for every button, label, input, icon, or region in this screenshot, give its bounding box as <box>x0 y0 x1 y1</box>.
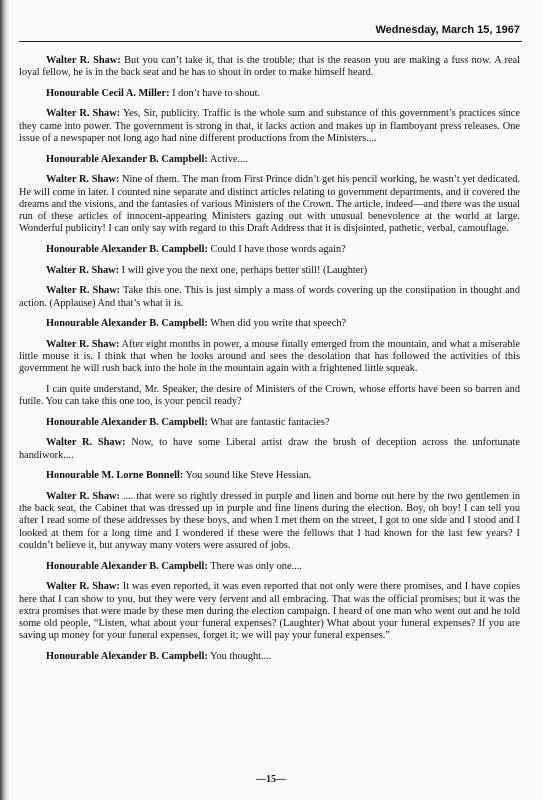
speaker-name: Walter R. Shaw: <box>46 490 120 502</box>
speech-text: Yes, Sir, publicity. Traffic is the whole sum and substance of this government’s practices since they came into power. The government is strong in that, it lacks action and makes up in flamboyant press releases. One issue of a newspaper not long ago had nine different productions from the Ministers.... <box>19 108 520 145</box>
speaker-name: Honourable Alexander B. Campbell: <box>46 651 208 663</box>
speaker-name: Honourable Alexander B. Campbell: <box>46 244 208 256</box>
speech-text: I will give you the next one, perhaps better still! (Laughter) <box>119 264 368 276</box>
speech-text: There was only one.... <box>207 560 302 572</box>
transcript-paragraph <box>19 174 520 235</box>
speech-text: You sound like Steve Hessian. <box>183 470 312 482</box>
transcript-paragraph <box>19 318 520 330</box>
speech-text: .... that were so rightly dressed in purple and linen and borne out here by the two gentlemen in the back seat, the Cabinet that was dressed up in purple and fine linens during the election. Boy, oh boy! I can tell you after I read some of these addresses by these boys, and when I met them on the street, I got to one side and I stood and I looked at them for a long time and I wondered if these were the fellows that I had known for the last few years? I couldn’t believe it, but anyway many voters were assured of jobs. <box>19 490 520 552</box>
transcript-paragraph <box>19 491 520 552</box>
speaker-name: Honourable Alexander B. Campbell: <box>46 560 208 572</box>
transcript-paragraph <box>19 55 520 80</box>
speech-text: Now, to have some Liberal artist draw the brush of deception across the unfortunate handiwork.... <box>19 437 520 461</box>
speech-text: It was even reported, it was even reported that not only were there promises, and I have copies here that I can show to you, but they were very fervent and all embracing. That was the official promises; but it was the extra promises that were made by these men during the election campaign. I heard of one man who went out and he told some old people, “Listen, what about your funeral expenses? (Laughter) What about your funeral expenses? If you are saving up money for your funeral expenses, forget it; we will pay your funeral expenses.” <box>19 581 521 642</box>
page-header <box>19 24 520 40</box>
transcript-paragraph <box>19 88 520 100</box>
transcript-paragraph <box>19 285 520 310</box>
speech-text: Take this one. This is just simply a mass of words covering up the constipation in thought and action. (Applause) And that’s what it is. <box>19 285 520 309</box>
speaker-name: Walter R. Shaw: <box>46 437 126 449</box>
speaker-name: Walter R. Shaw: <box>46 108 121 120</box>
transcript-paragraph <box>19 470 520 482</box>
speaker-name: Honourable Alexander B. Campbell: <box>46 416 208 428</box>
speaker-name: Walter R. Shaw: <box>46 581 120 593</box>
speaker-name: Honourable Alexander B. Campbell: <box>46 318 208 330</box>
transcript-paragraph <box>19 384 520 409</box>
speaker-name: Walter R. Shaw: <box>46 264 120 276</box>
speech-text: Active.... <box>207 153 248 165</box>
speech-text: I can quite understand, Mr. Speaker, the desire of Ministers of the Crown, whose efforts have been so barren and futile. You can take this one too, is your pencil ready? <box>19 383 520 408</box>
speaker-name: Walter R. Shaw: <box>46 55 121 66</box>
transcript-paragraph <box>19 417 520 429</box>
speech-text: When did you write that speech? <box>207 318 347 330</box>
transcript-paragraph <box>19 265 520 277</box>
speech-text: But you can’t take it, that is the trouble; that is the reason you are making a fuss now. A real loyal fellow, he is in the back seat and he has to shout in order to make himself heard. <box>19 55 520 79</box>
speaker-name: Honourable M. Lorne Bonnell: <box>46 470 184 482</box>
transcript-paragraph <box>19 437 520 462</box>
speech-text: You thought.... <box>207 651 272 663</box>
speaker-name: Walter R. Shaw: <box>46 285 121 297</box>
header-rule <box>19 41 522 42</box>
speech-text: After eight months in power, a mouse finally emerged from the mountain, and what a miserable little mouse it is. I think that when he looks around and sees the desolation that has followed the activities of this government he will rush back into the hole in the mountain again with a frightened little squeak. <box>19 338 520 375</box>
page-number: —15— <box>256 774 286 785</box>
transcript-paragraph <box>19 561 520 573</box>
transcript-body <box>19 55 520 672</box>
header-date: Wednesday, March 15, 1967 <box>375 24 520 36</box>
speaker-name: Walter R. Shaw: <box>46 174 120 186</box>
speech-text: What are fantastic fantacies? <box>207 416 330 428</box>
transcript-paragraph <box>19 244 520 256</box>
page-binding-edge <box>0 0 10 800</box>
transcript-paragraph <box>19 154 520 166</box>
transcript-paragraph <box>19 651 520 663</box>
speaker-name: Honourable Cecil A. Miller: <box>46 87 170 99</box>
transcript-paragraph <box>19 108 520 145</box>
speaker-name: Walter R. Shaw: <box>46 338 120 350</box>
speech-text: Could I have those words again? <box>207 244 346 256</box>
speaker-name: Honourable Alexander B. Campbell: <box>46 153 208 165</box>
transcript-paragraph <box>19 339 520 376</box>
transcript-paragraph <box>19 581 520 642</box>
speech-text: I don’t have to shout. <box>169 87 261 99</box>
speech-text: Nine of them. The man from First Prince didn’t get his pencil working, he wasn’t yet dedicated. He will come in later. I counted nine separate and distinct articles relating to government departments, and it covered the dreams and the visions, and the fantasies of various Ministers of the Crown. The article, indeed—and there was the usual run of these articles of innocent-appearing Ministers gazing out with unusual benevolence at the world at large. Wonderful publicity! I can only say with regard to this Draft Address that it is disjointed, pathetic, verbal, camouflage. <box>19 174 520 235</box>
